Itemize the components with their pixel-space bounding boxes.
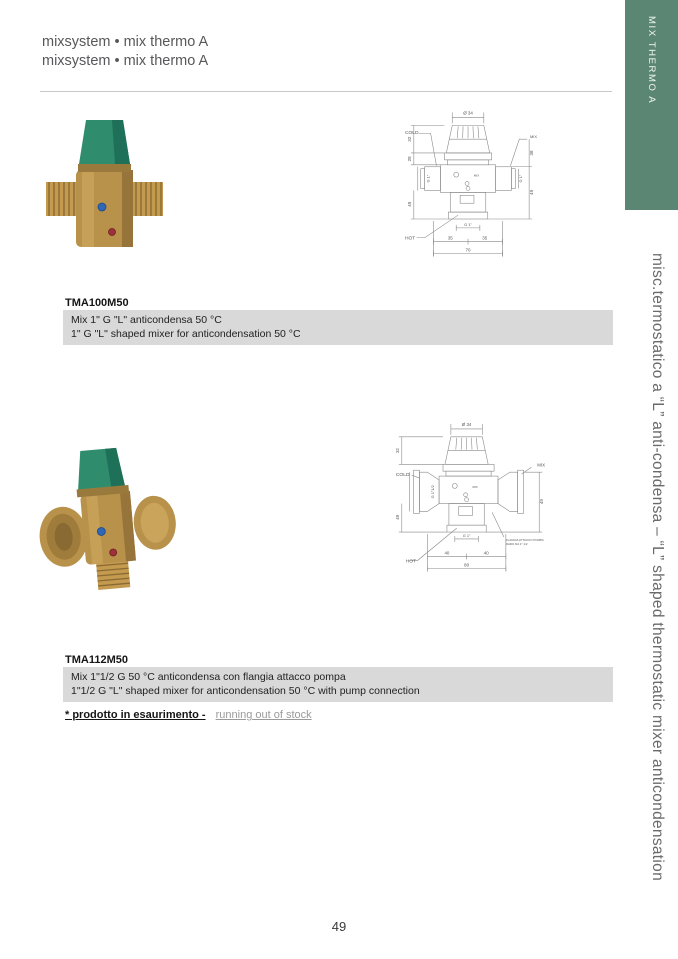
blue-dot [97, 527, 106, 536]
dim-diameter: Ø 34 [461, 422, 472, 428]
cold-label: COLD [395, 473, 410, 479]
dim-28: 28 [406, 156, 412, 162]
drawing-lines [399, 424, 545, 571]
dim-80: 80 [464, 562, 470, 568]
dim-49-left: 49 [394, 514, 400, 520]
dim-40a: 40 [444, 550, 450, 556]
dim-g-right: G 1" [518, 174, 524, 183]
product-code-tma100m50: TMA100M50 [65, 297, 129, 309]
dim-49-right: 49 [539, 499, 545, 505]
valve-illustration [34, 443, 179, 592]
red-dot [109, 229, 116, 236]
dim-35b: 35 [482, 235, 488, 241]
mix-label: MIX [530, 134, 538, 140]
description-italian: Mix 1"1/2 G 50 °C anticondensa con flangia attacco pompa [71, 671, 346, 683]
product-photo-tma112m50 [34, 440, 179, 592]
dim-32: 32 [406, 136, 412, 142]
footnote-italian: * prodotto in esaurimento - [65, 709, 206, 721]
dim-diameter: Ø 34 [463, 110, 473, 116]
product-code-tma112m50: TMA112M50 [65, 654, 128, 666]
description-english: 1" G "L" shaped mixer for anticondensation 50 °C [71, 328, 301, 341]
technical-drawing-tma112m50 [390, 416, 552, 600]
product-photo-tma100m50 [42, 112, 167, 247]
header-divider [40, 91, 612, 92]
body-mix-label: MIX [472, 484, 478, 489]
body-mix-label: MIX [473, 173, 480, 178]
dim-70: 70 [465, 247, 471, 253]
dim-40b: 40 [483, 550, 489, 556]
section-index-tab-label: MIX THERMO A [646, 16, 657, 105]
hot-label: HOT [404, 236, 416, 242]
description-english: 1"1/2 G "L" shaped mixer for anticondensation 50 °C with pump connection [71, 685, 420, 698]
product-description-tma112m50 [63, 667, 613, 702]
red-dot [109, 549, 117, 557]
header-line-2: mixsystem • mix thermo A [42, 52, 209, 69]
page-header [42, 33, 208, 70]
dim-32: 32 [394, 448, 400, 454]
footnote-english: running out of stock [215, 709, 312, 721]
description-italian: Mix 1" G "L" anticondensa 50 °C [71, 314, 222, 326]
drawing-labels [405, 111, 537, 253]
page-number: 49 [331, 919, 347, 934]
dim-38: 38 [529, 150, 535, 156]
dim-g-bottom: G 1" [462, 532, 471, 538]
dim-g-bottom: G 1" [464, 221, 472, 227]
technical-drawing-tma100m50 [401, 101, 539, 269]
flange-note-line1: FLANGIA ATTACCO POMPA [505, 537, 544, 542]
dim-g-left: G 1"1/2 [430, 485, 436, 499]
blue-dot [98, 203, 106, 211]
cold-label: COLD [404, 131, 419, 137]
hot-label: HOT [405, 559, 417, 565]
header-line-1: mixsystem • mix thermo A [42, 34, 209, 50]
valve-illustration [46, 120, 163, 247]
flange-note-line2: DADO DA 1" 1/2 [505, 541, 528, 546]
product-description-tma100m50 [63, 310, 613, 345]
stock-footnote [65, 709, 312, 721]
section-index-tab [625, 0, 678, 210]
drawing-labels [395, 422, 545, 567]
side-caption: misc.termostatico a “L” anti-condensa – “L” shaped thermostatic mixer anticondensation [649, 253, 666, 881]
mix-label: MIX [537, 462, 546, 468]
dim-g-left: G 1" [425, 174, 431, 183]
dim-49-left: 49 [406, 201, 412, 207]
dim-35a: 35 [447, 235, 453, 241]
dim-49-right: 49 [529, 189, 535, 195]
